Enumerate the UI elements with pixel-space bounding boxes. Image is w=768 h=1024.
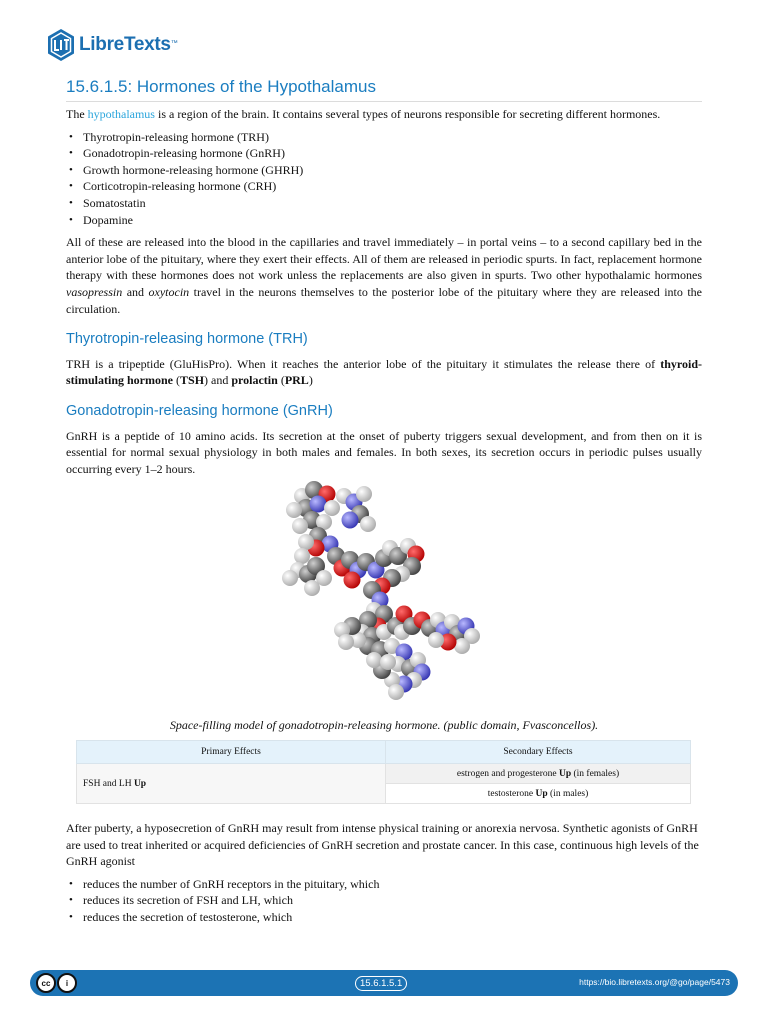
secondary-effect-cell: estrogen and progesterone Up (in females) (386, 764, 691, 784)
atom-sphere (428, 632, 444, 648)
list-item: • Thyrotropin-releasing hormone (TRH) (69, 129, 702, 146)
list-item: • reduces its secretion of FSH and LH, which (69, 892, 702, 909)
atom-sphere (338, 634, 354, 650)
after-puberty-section (66, 820, 702, 932)
main-content (66, 106, 702, 477)
license-badges[interactable] (36, 973, 78, 993)
list-item: • Growth hormone-releasing hormone (GHRH) (69, 162, 702, 179)
release-paragraph: All of these are released into the blood in the capillaries and travel immediately – in portal veins – to a second capillary bed in the anterior lobe of the pituitary, where they exert their effects. All of them are released in periodic spurts. In fact, replacement hormone therapy with these hormones does not work unless the replacements are also given in spurts. Two other hypothalamic hormones vasopressin and oxytocin travel in the neurons themselves to the posterior lobe of the pituitary where they are released into the circulation. (66, 235, 702, 316)
atom-sphere (310, 496, 327, 513)
atom-sphere (454, 638, 470, 654)
title-divider (66, 101, 702, 102)
atom-sphere (342, 512, 359, 529)
hormone-list (69, 129, 702, 229)
column-header: Primary Effects (77, 741, 386, 764)
gnrh-molecule-image (272, 474, 496, 702)
gnrh-paragraph: GnRH is a peptide of 10 amino acids. Its secretion at the onset of puberty triggers sexual development, and from then on it is essential for normal sexual physiology in both males and females. In both sexes, its secretion occurs in periodic pulses usually occurring every 1–2 hours. (66, 428, 702, 476)
atom-sphere (388, 684, 404, 700)
atom-sphere (360, 516, 376, 532)
atom-sphere (344, 572, 361, 589)
column-header: Secondary Effects (386, 741, 691, 764)
libretexts-logo[interactable] (46, 27, 177, 63)
trh-heading: Thyrotropin-releasing hormone (TRH) (66, 331, 308, 348)
page-title: 15.6.1.5: Hormones of the Hypothalamus (66, 77, 376, 96)
page-url-link[interactable]: https://bio.libretexts.org/@go/page/5473 (579, 977, 730, 987)
list-item: • reduces the secretion of testosterone, which (69, 909, 702, 926)
page-footer (30, 970, 738, 996)
atom-sphere (282, 570, 298, 586)
page-number: 15.6.1.5.1 (355, 976, 407, 991)
attribution-icon: i (57, 973, 77, 993)
primary-effect-cell: FSH and LH Up (77, 764, 386, 804)
list-item: • Corticotropin-releasing hormone (CRH) (69, 178, 702, 195)
atom-sphere (292, 518, 308, 534)
gnrh-heading: Gonadotropin-releasing hormone (GnRH) (66, 402, 333, 419)
creative-commons-icon: cc (36, 973, 56, 993)
agonist-effects-list (69, 876, 702, 926)
logo-text: LibreTexts™ (79, 34, 178, 55)
atom-sphere (304, 580, 320, 596)
list-item: • Gonadotropin-releasing hormone (GnRH) (69, 145, 702, 162)
table-row (77, 764, 691, 784)
atom-sphere (286, 502, 302, 518)
hypothalamus-link[interactable]: hypothalamus (87, 107, 155, 121)
intro-paragraph: The hypothalamus is a region of the brain. It contains several types of neurons responsible for secreting different hormones. (66, 107, 661, 121)
atom-sphere (324, 500, 340, 516)
after-puberty-paragraph: After puberty, a hyposecretion of GnRH may result from intense physical training or anorexia nervosa. Synthetic agonists of GnRH are used to treat inherited or acquired deficiencies of GnRH secretion and prostate cancer. In this case, continuous high levels of the GnRH agonist (66, 821, 699, 869)
atom-sphere (380, 654, 396, 670)
atom-sphere (294, 548, 310, 564)
atom-sphere (366, 652, 382, 668)
secondary-effect-cell: testosterone Up (in males) (386, 784, 691, 804)
effects-table (76, 740, 691, 804)
libretexts-logo-icon (46, 28, 76, 62)
list-item: • Somatostatin (69, 195, 702, 212)
atom-sphere (356, 486, 372, 502)
figure-caption: Space-filling model of gonadotropin-releasing hormone. (public domain, Fvasconcellos). (169, 718, 599, 732)
trh-paragraph: TRH is a tripeptide (GluHisPro). When it reaches the anterior lobe of the pituitary it stimulates the release there of thyroid-stimulating hormone (TSH) and prolactin (PRL) (66, 356, 702, 388)
atom-sphere (298, 534, 314, 550)
list-item: • reduces the number of GnRH receptors in the pituitary, which (69, 876, 702, 893)
list-item: • Dopamine (69, 212, 702, 229)
